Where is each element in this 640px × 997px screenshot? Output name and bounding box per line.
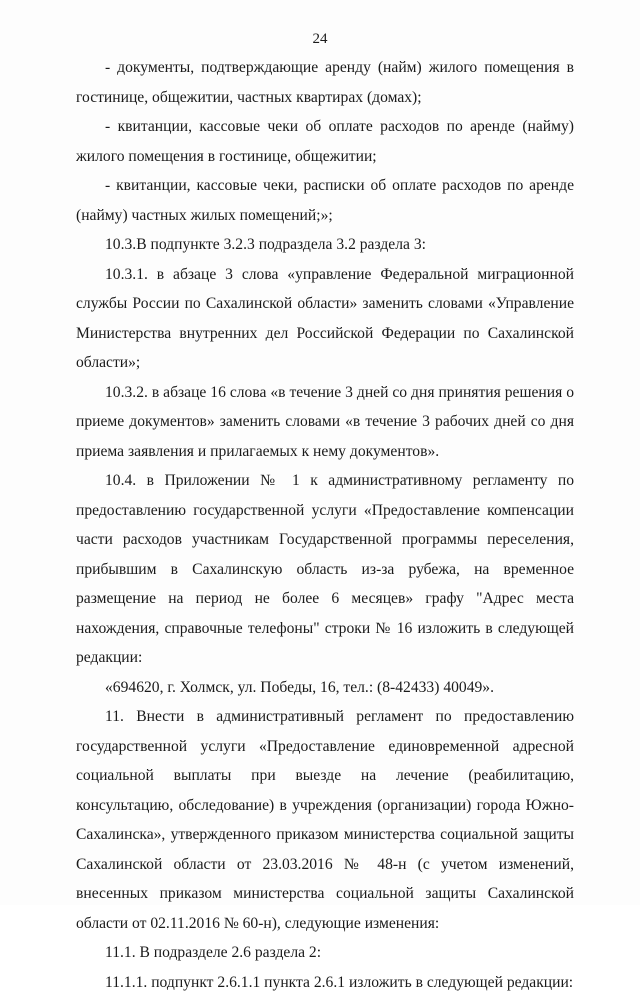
paragraph-11-1: 11.1. В подразделе 2.6 раздела 2: <box>76 938 574 968</box>
document-body <box>76 53 574 997</box>
paragraph-11-1-1: 11.1.1. подпункт 2.6.1.1 пункта 2.6.1 изложить в следующей редакции: <box>76 968 574 997</box>
page-number: 24 <box>0 31 640 48</box>
paragraph-address: «694620, г. Холмск, ул. Победы, 16, тел.: (8-42433) 40049». <box>76 673 574 703</box>
paragraph-11: 11. Внести в административный регламент по предоставлению государственной услуги «Предоставление единовременной адресной социальной выплаты при выезде на лечение (реабилитацию, консультацию, обследование) в учреждения (организации) города Южно-Сахалинска», утвержденного приказом министерства социальной защиты Сахалинской области от 23.03.2016 № 48-н (с учетом изменений, внесенных приказом министерства социальной защиты Сахалинской области от 02.11.2016 № 60-н), следующие изменения: <box>76 702 574 938</box>
paragraph-10-3-2: 10.3.2. в абзаце 16 слова «в течение 3 дней со дня принятия решения о приеме документов» заменить словами «в течение 3 рабочих дней со дня приема заявления и прилагаемых к нему документов». <box>76 378 574 467</box>
paragraph-lease-documents: - документы, подтверждающие аренду (найм) жилого помещения в гостинице, общежитии, частных квартирах (домах); <box>76 53 574 112</box>
paragraph-10-4: 10.4. в Приложении № 1 к административному регламенту по предоставлению государственной услуги «Предоставление компенсации части расходов участникам Государственной программы переселения, прибывшим в Сахалинскую область из-за рубежа, на временное размещение на период не более 6 месяцев» графу "Адрес места нахождения, справочные телефоны" строки № 16 изложить в следующей редакции: <box>76 466 574 673</box>
paragraph-hotel-receipts: - квитанции, кассовые чеки об оплате расходов по аренде (найму) жилого помещения в гостинице, общежитии; <box>76 112 574 171</box>
paragraph-10-3: 10.3.В подпункте 3.2.3 подраздела 3.2 раздела 3: <box>76 230 574 260</box>
paragraph-private-receipts: - квитанции, кассовые чеки, расписки об оплате расходов по аренде (найму) частных жилых помещений;»; <box>76 171 574 230</box>
paragraph-10-3-1: 10.3.1. в абзаце 3 слова «управление Федеральной миграционной службы России по Сахалинской области» заменить словами «Управление Министерства внутренних дел Российской Федерации по Сахалинской области»; <box>76 260 574 378</box>
